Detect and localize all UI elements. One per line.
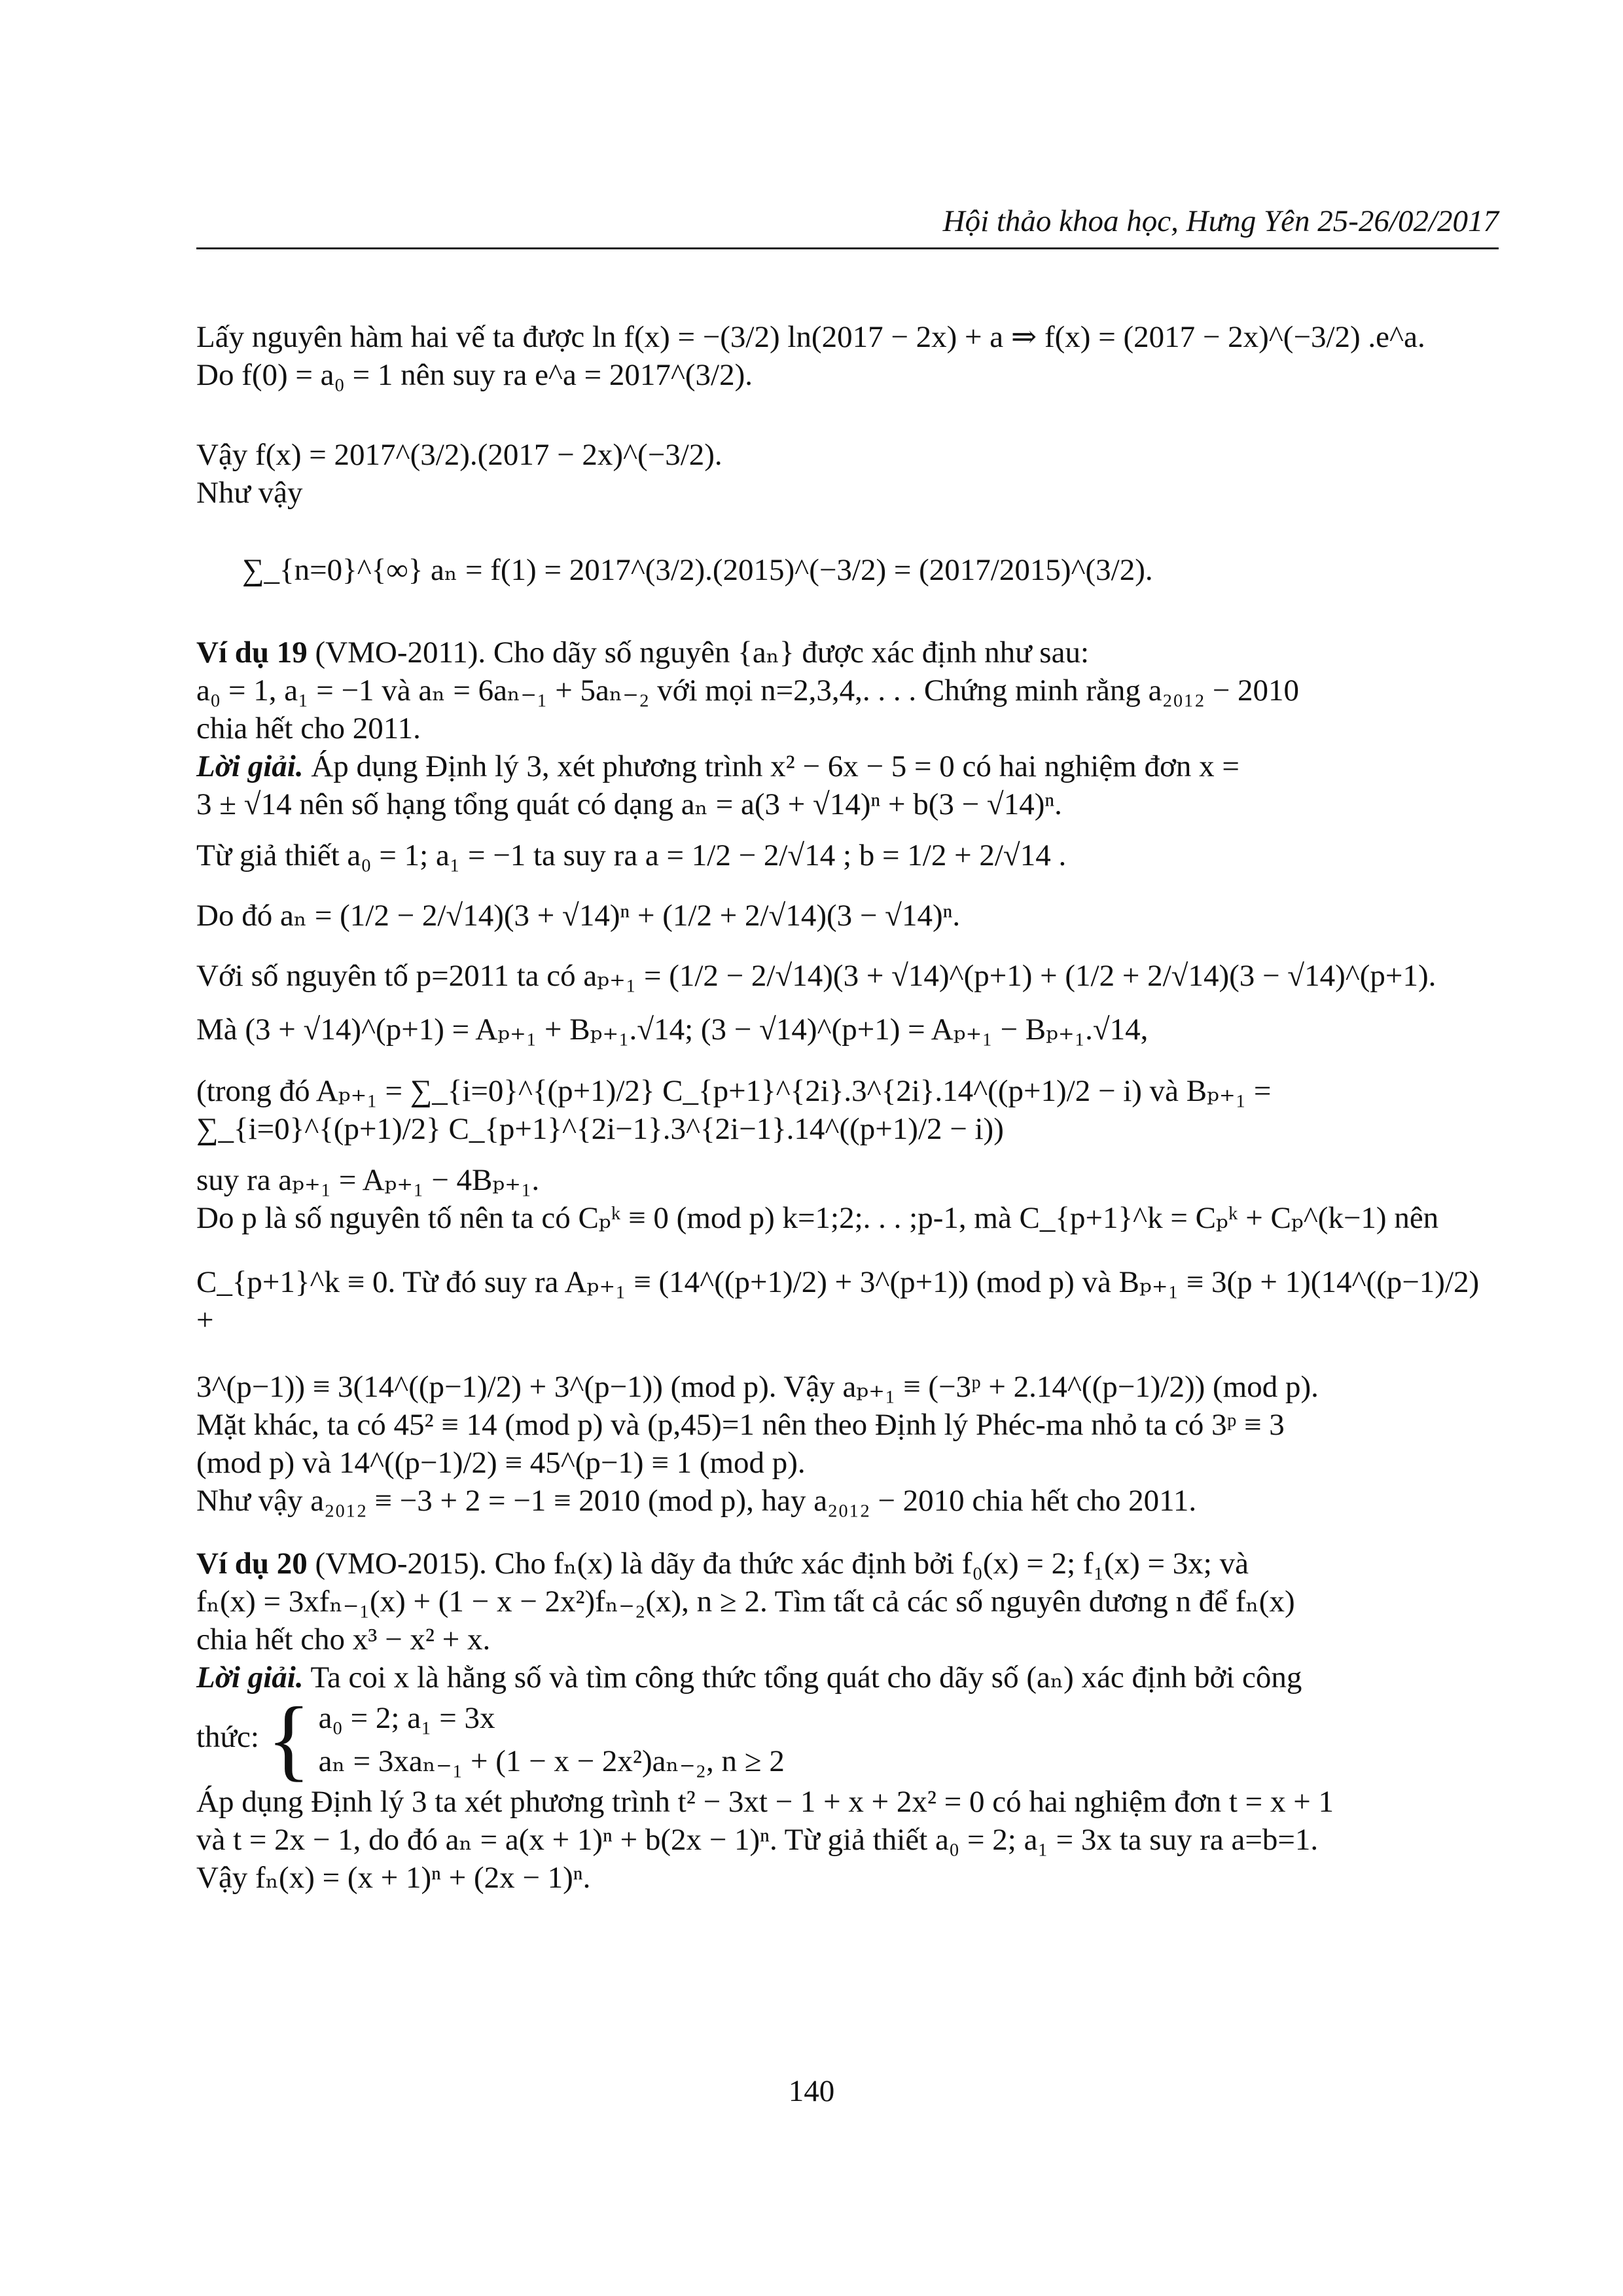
text-line: suy ra aₚ₊₁ = Aₚ₊₁ − 4Bₚ₊₁.: [196, 1163, 540, 1197]
text-line: 3^(p−1)) ≡ 3(14^((p−1)/2) + 3^(p−1)) (mod p). Vậy aₚ₊₁ ≡ (−3ᵖ + 2.14^((p−1)/2)) (mod p).: [196, 1370, 1319, 1404]
example-label: Ví dụ 19: [196, 636, 308, 670]
example-source: (VMO-2011).: [307, 636, 486, 670]
text-line: Áp dụng Định lý 3 ta xét phương trình t² − 3xt − 1 + x + 2x² = 0 có hai nghiệm đơn t = x + 1: [196, 1785, 1334, 1819]
solution-label: Lời giải.: [196, 1660, 304, 1695]
solution-text: Ta coi x là hằng số và tìm công thức tổng quát cho dãy số (aₙ) xác định bởi công: [303, 1660, 1302, 1695]
text-line: chia hết cho x³ − x² + x.: [196, 1623, 491, 1657]
system-row: aₙ = 3xaₙ₋₁ + (1 − x − 2x²)aₙ₋₂, n ≥ 2: [318, 1744, 785, 1778]
text-line: Vậy fₙ(x) = (x + 1)ⁿ + (2x − 1)ⁿ.: [196, 1861, 591, 1895]
text-line: Do đó aₙ = (1/2 − 2/√14)(3 + √14)ⁿ + (1/2 + 2/√14)(3 − √14)ⁿ.: [196, 899, 961, 933]
text-line: Vậy f(x) = 2017^(3/2).(2017 − 2x)^(−3/2).: [196, 438, 722, 472]
solution-19-start: [196, 747, 1499, 785]
example-statement: Cho fₙ(x) là dãy đa thức xác định bởi f₀(x) = 2; f₁(x) = 3x; và: [486, 1547, 1249, 1581]
example-20-heading: [196, 1545, 1499, 1583]
text-line: 3 ± √14 nên số hạng tổng quát có dạng aₙ = a(3 + √14)ⁿ + b(3 − √14)ⁿ.: [196, 787, 1062, 821]
example-source: (VMO-2015).: [307, 1547, 487, 1581]
system-of-equations: [196, 1689, 1499, 1790]
left-brace: {: [266, 1689, 311, 1790]
text-line: (trong đó Aₚ₊₁ = ∑_{i=0}^{(p+1)/2} C_{p+1}^{2i}.3^{2i}.14^((p+1)/2 − i) và Bₚ₊₁ = ∑_{i=0}^{(p+1)/2} C_{p+1}^{2i−1}.3^{2i−1}.14^((p+1)/2 − i)): [196, 1074, 1272, 1146]
solution-label: Lời giải.: [196, 749, 304, 783]
text-line: Như vậy: [196, 476, 303, 510]
display-formula: ∑_{n=0}^{∞} aₙ = f(1) = 2017^(3/2).(2015)^(−3/2) = (2017/2015)^(3/2).: [242, 553, 1153, 587]
solution-text: Áp dụng Định lý 3, xét phương trình x² − 6x − 5 = 0 có hai nghiệm đơn x =: [303, 749, 1240, 783]
page-number: 140: [788, 2074, 835, 2108]
example-statement: Cho dãy số nguyên {aₙ} được xác định như sau:: [486, 636, 1089, 670]
text-line: Mặt khác, ta có 45² ≡ 14 (mod p) và (p,45)=1 nên theo Định lý Phéc-ma nhỏ ta có 3ᵖ ≡ 3: [196, 1408, 1285, 1442]
system-label: thức:: [196, 1719, 259, 1754]
text-line: và t = 2x − 1, do đó aₙ = a(x + 1)ⁿ + b(2x − 1)ⁿ. Từ giả thiết a₀ = 2; a₁ = 3x ta suy ra a=b=1.: [196, 1823, 1319, 1857]
text-line: a₀ = 1, a₁ = −1 và aₙ = 6aₙ₋₁ + 5aₙ₋₂ với mọi n=2,3,4,. . . . Chứng minh rằng a₂₀₁₂ − 2010: [196, 673, 1300, 708]
text-line: (mod p) và 14^((p−1)/2) ≡ 45^(p−1) ≡ 1 (mod p).: [196, 1446, 806, 1480]
text-line: chia hết cho 2011.: [196, 711, 421, 745]
text-line: Như vậy a₂₀₁₂ ≡ −3 + 2 = −1 ≡ 2010 (mod p), hay a₂₀₁₂ − 2010 chia hết cho 2011.: [196, 1484, 1197, 1518]
text-line: Do p là số nguyên tố nên ta có Cₚᵏ ≡ 0 (mod p) k=1;2;. . . ;p-1, mà C_{p+1}^k = Cₚᵏ + Cₚ^(k−1) nên: [196, 1201, 1439, 1235]
text-line: Từ giả thiết a₀ = 1; a₁ = −1 ta suy ra a = 1/2 − 2/√14 ; b = 1/2 + 2/√14 .: [196, 838, 1067, 872]
text-line: C_{p+1}^k ≡ 0. Từ đó suy ra Aₚ₊₁ ≡ (14^((p+1)/2) + 3^(p+1)) (mod p) và Bₚ₊₁ ≡ 3(p + 1)(14^((p−1)/2) +: [196, 1265, 1480, 1337]
running-header: Hội thảo khoa học, Hưng Yên 25-26/02/2017: [942, 204, 1499, 238]
text-line: Lấy nguyên hàm hai vế ta được ln f(x) = −(3/2) ln(2017 − 2x) + a ⇒ f(x) = (2017 − 2x)^(−3/2) .e^a.: [196, 320, 1425, 354]
text-line: Mà (3 + √14)^(p+1) = Aₚ₊₁ + Bₚ₊₁.√14; (3 − √14)^(p+1) = Aₚ₊₁ − Bₚ₊₁.√14,: [196, 1013, 1149, 1047]
text-line: Do f(0) = a₀ = 1 nên suy ra e^a = 2017^(3/2).: [196, 358, 753, 392]
system-body: [319, 1696, 785, 1783]
text-line: Với số nguyên tố p=2011 ta có aₚ₊₁ = (1/2 − 2/√14)(3 + √14)^(p+1) + (1/2 + 2/√14)(3 − √14)^(p+1).: [196, 959, 1436, 993]
solution-20-start: [196, 1659, 1499, 1696]
system-row: a₀ = 2; a₁ = 3x: [318, 1701, 495, 1735]
text-line: fₙ(x) = 3xfₙ₋₁(x) + (1 − x − 2x²)fₙ₋₂(x), n ≥ 2. Tìm tất cả các số nguyên dương n để fₙ(x): [196, 1585, 1295, 1619]
example-label: Ví dụ 20: [196, 1547, 308, 1581]
page-body: [196, 275, 1499, 1897]
example-19-heading: [196, 634, 1499, 672]
header-rule: [196, 247, 1499, 249]
